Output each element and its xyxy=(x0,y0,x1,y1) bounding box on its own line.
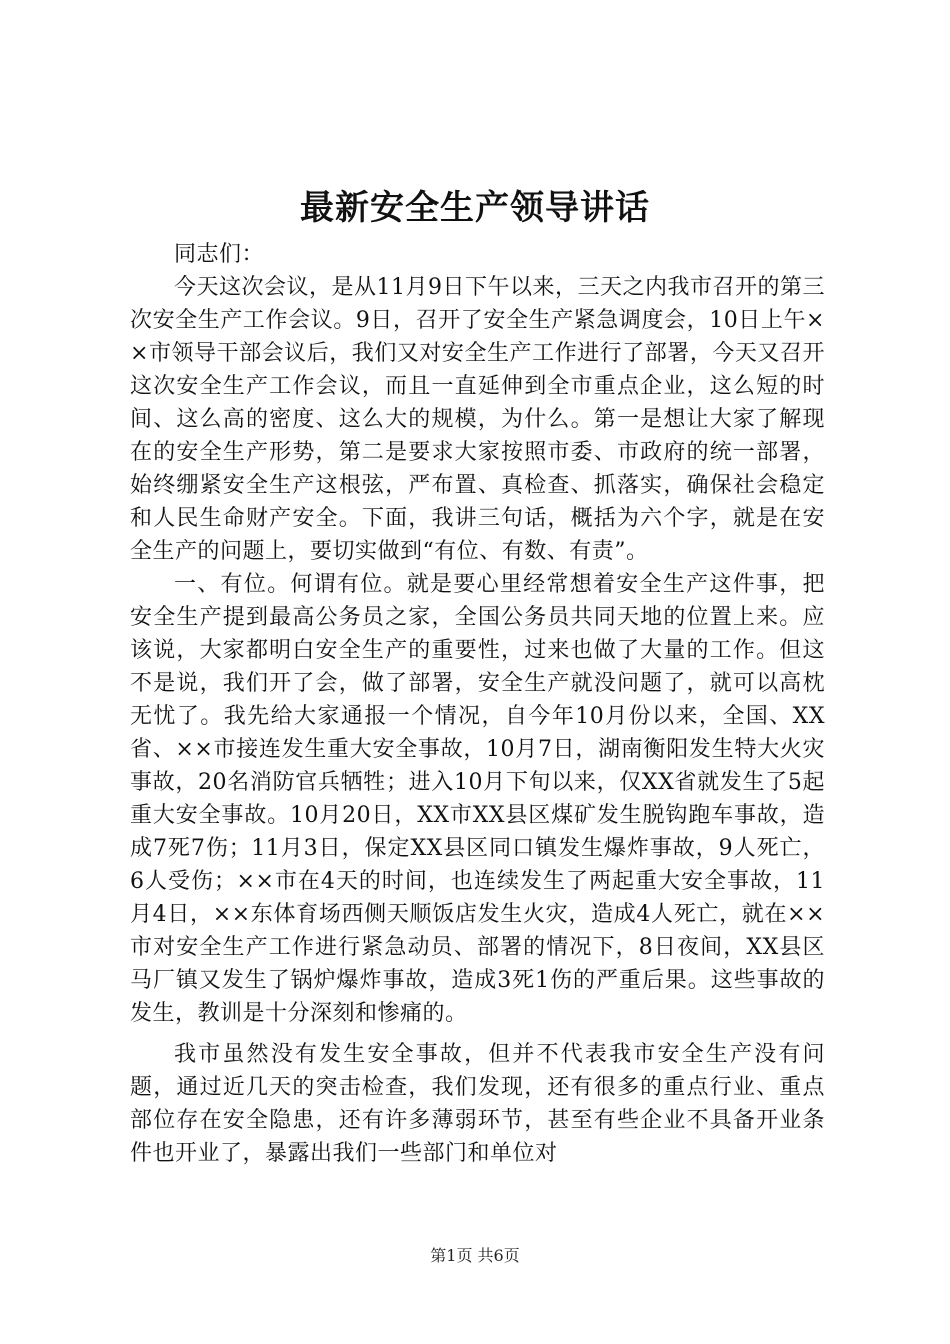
page-footer: 第1页 共6页 xyxy=(430,1246,520,1265)
salutation-paragraph: 同志们： xyxy=(174,242,265,267)
body-paragraph: 一、有位。何谓有位。就是要心里经常想着安全生产这件事，把安全生产提到最高公务员之家，全国公务员共同天地的位置上来。应该说，大家都明白安全生产的重要性，过来也做了大量的工作。但这不是说，我们开了会，做了部署，安全生产就没问题了，就可以高枕无忧了。我先给大家通报一个情况，自今年10月份以来，全国、XX省、××市接连发生重大安全事故，10月7日，湖南衡阳发生特大火灾事故，20名消防官兵牺牲；进入10月下旬以来，仅XX省就发生了5起重大安全事故。10月20日，XX市XX县区煤矿发生脱钩跑车事故，造成7死7伤；11月3日，保定XX县区同口镇发生爆炸事故，9人死亡，6人受伤；××市在4天的时间，也连续发生了两起重大安全事故，11月4日，××东体育场西侧天顺饭店发生火灾，造成4人死亡，就在××市对安全生产工作进行紧急动员、部署的情况下，8日夜间，XX县区马厂镇又发生了锅炉爆炸事故，造成3死1伤的严重后果。这些事故的发生，教训是十分深刻和惨痛的。 xyxy=(130,572,825,1026)
body-paragraph: 我市虽然没有发生安全事故，但并不代表我市安全生产没有问题，通过近几天的突击检查，我们发现，还有很多的重点行业、重点部位存在安全隐患，还有许多薄弱环节，甚至有些企业不具备开业条件也开业了，暴露出我们一些部门和单位对 xyxy=(130,1042,825,1166)
document-title: 最新安全生产领导讲话 xyxy=(300,188,650,228)
body-paragraph: 今天这次会议，是从11月9日下午以来，三天之内我市召开的第三次安全生产工作会议。9日，召开了安全生产紧急调度会，10日上午××市领导干部会议后，我们又对安全生产工作进行了部署，今天又召开这次安全生产工作会议，而且一直延伸到全市重点企业，这么短的时间、这么高的密度、这么大的规模，为什么。第一是想让大家了解现在的安全生产形势，第二是要求大家按照市委、市政府的统一部署，始终绷紧安全生产这根弦，严布置、真检查、抓落实，确保社会稳定和人民生命财产安全。下面，我讲三句话，概括为六个字，就是在安全生产的问题上，要切实做到“有位、有数、有责”。 xyxy=(130,275,825,564)
document-body xyxy=(130,238,825,1170)
